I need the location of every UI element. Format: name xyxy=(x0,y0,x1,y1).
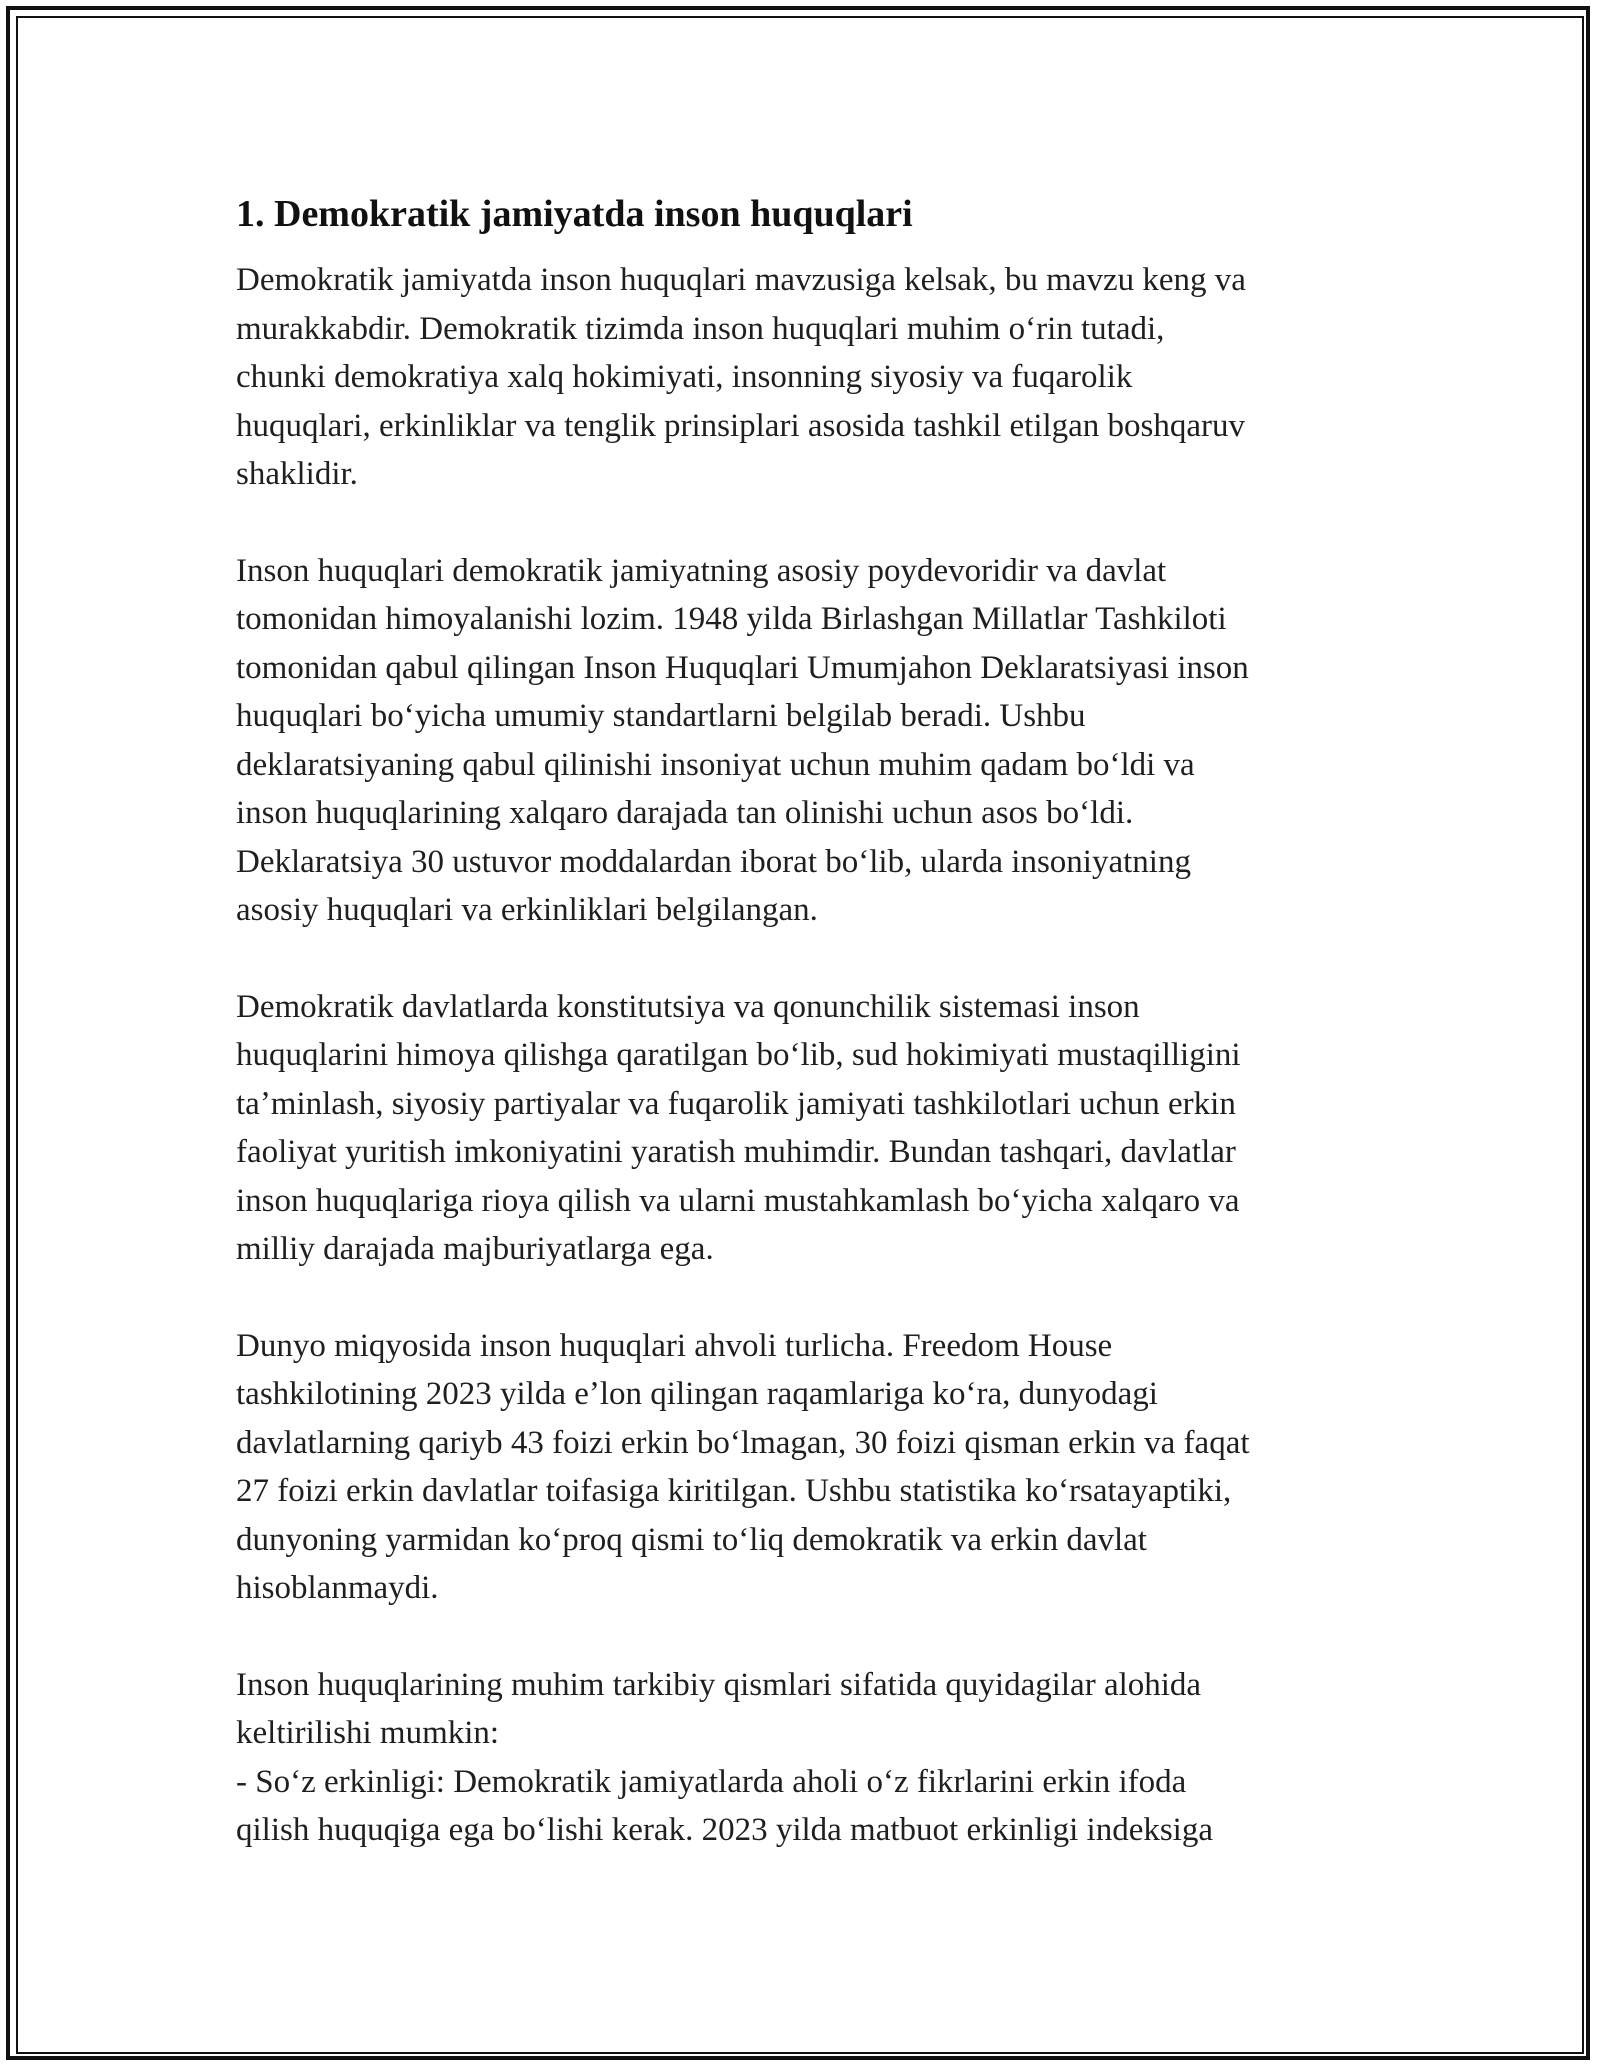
paragraph-line: davlatlarning qariyb 43 foizi erkin boʻlmagan, 30 foizi qisman erkin va faqat xyxy=(236,1424,1250,1461)
paragraph-line: Demokratik davlatlarda konstitutsiya va qonunchilik sistemasi inson xyxy=(236,988,1140,1025)
paragraph-line: inson huquqlariga rioya qilish va ularni mustahkamlash boʻyicha xalqaro va xyxy=(236,1182,1240,1219)
paragraph-statistics xyxy=(236,1322,1376,1613)
paragraph-line: tomonidan qabul qilingan Inson Huquqlari Umumjahon Deklaratsiyasi inson xyxy=(236,649,1249,686)
paragraph-components xyxy=(236,1661,1376,1855)
paragraph-line: tomonidan himoyalanishi lozim. 1948 yilda Birlashgan Millatlar Tashkiloti xyxy=(236,601,1227,637)
paragraph-line: huquqlarini himoya qilishga qaratilgan boʻlib, sud hokimiyati mustaqilligini xyxy=(236,1037,1241,1073)
paragraph-line: dunyoning yarmidan koʻproq qismi toʻliq demokratik va erkin davlat xyxy=(236,1521,1147,1558)
paragraph-line: Inson huquqlarining muhim tarkibiy qismlari sifatida quyidagilar alohida xyxy=(236,1666,1202,1703)
paragraph-line: inson huquqlarining xalqaro darajada tan olinishi uchun asos boʻldi. xyxy=(236,795,1134,831)
paragraph-line: faoliyat yuritish imkoniyatini yaratish muhimdir. Bundan tashqari, davlatlar xyxy=(236,1134,1236,1170)
paragraph-line: Inson huquqlari demokratik jamiyatning asosiy poydevoridir va davlat xyxy=(236,552,1167,589)
paragraph-line: tashkilotining 2023 yilda eʼlon qilingan raqamlariga koʻra, dunyodagi xyxy=(236,1376,1158,1412)
paragraph-line: Demokratik jamiyatda inson huquqlari mavzusiga kelsak, bu mavzu keng va xyxy=(236,262,1246,298)
paragraph-line: huquqlari boʻyicha umumiy standartlarni belgilab beradi. Ushbu xyxy=(236,698,1086,734)
document-content xyxy=(236,184,1376,1855)
paragraph-line: deklaratsiyaning qabul qilinishi insoniyat uchun muhim qadam boʻldi va xyxy=(236,746,1195,783)
paragraph-declaration xyxy=(236,547,1376,935)
paragraph-intro xyxy=(236,256,1376,499)
paragraph-line: murakkabdir. Demokratik tizimda inson huquqlari muhim oʻrin tutadi, xyxy=(236,310,1165,347)
paragraph-line: milliy darajada majburiyatlarga ega. xyxy=(236,1231,714,1267)
paragraph-line: 27 foizi erkin davlatlar toifasiga kiritilgan. Ushbu statistika koʻrsatayaptiki, xyxy=(236,1473,1232,1509)
paragraph-line: qilish huquqiga ega boʻlishi kerak. 2023 yilda matbuot erkinligi indeksiga xyxy=(236,1812,1213,1848)
paragraph-line: keltirilishi mumkin: xyxy=(236,1715,500,1751)
section-heading: 1. Demokratik jamiyatda inson huquqlari xyxy=(236,193,913,235)
paragraph-line: huquqlari, erkinliklar va tenglik prinsiplari asosida tashkil etilgan boshqaruv xyxy=(236,407,1246,444)
paragraph-line: Deklaratsiya 30 ustuvor moddalardan iborat boʻlib, ularda insoniyatning xyxy=(236,843,1191,880)
paragraph-line: taʼminlash, siyosiy partiyalar va fuqarolik jamiyati tashkilotlari uchun erkin xyxy=(236,1085,1236,1122)
paragraph-line: hisoblanmaydi. xyxy=(236,1570,439,1606)
list-item: - Soʻz erkinligi: Demokratik jamiyatlarda aholi oʻz fikrlarini erkin ifoda xyxy=(236,1763,1187,1800)
paragraph-line: shaklidir. xyxy=(236,456,358,492)
paragraph-line: asosiy huquqlari va erkinliklari belgilangan. xyxy=(236,892,818,928)
paragraph-line: chunki demokratiya xalq hokimiyati, insonning siyosiy va fuqarolik xyxy=(236,359,1133,395)
paragraph-line: Dunyo miqyosida inson huquqlari ahvoli turlicha. Freedom House xyxy=(236,1327,1113,1364)
paragraph-constitution xyxy=(236,983,1376,1274)
